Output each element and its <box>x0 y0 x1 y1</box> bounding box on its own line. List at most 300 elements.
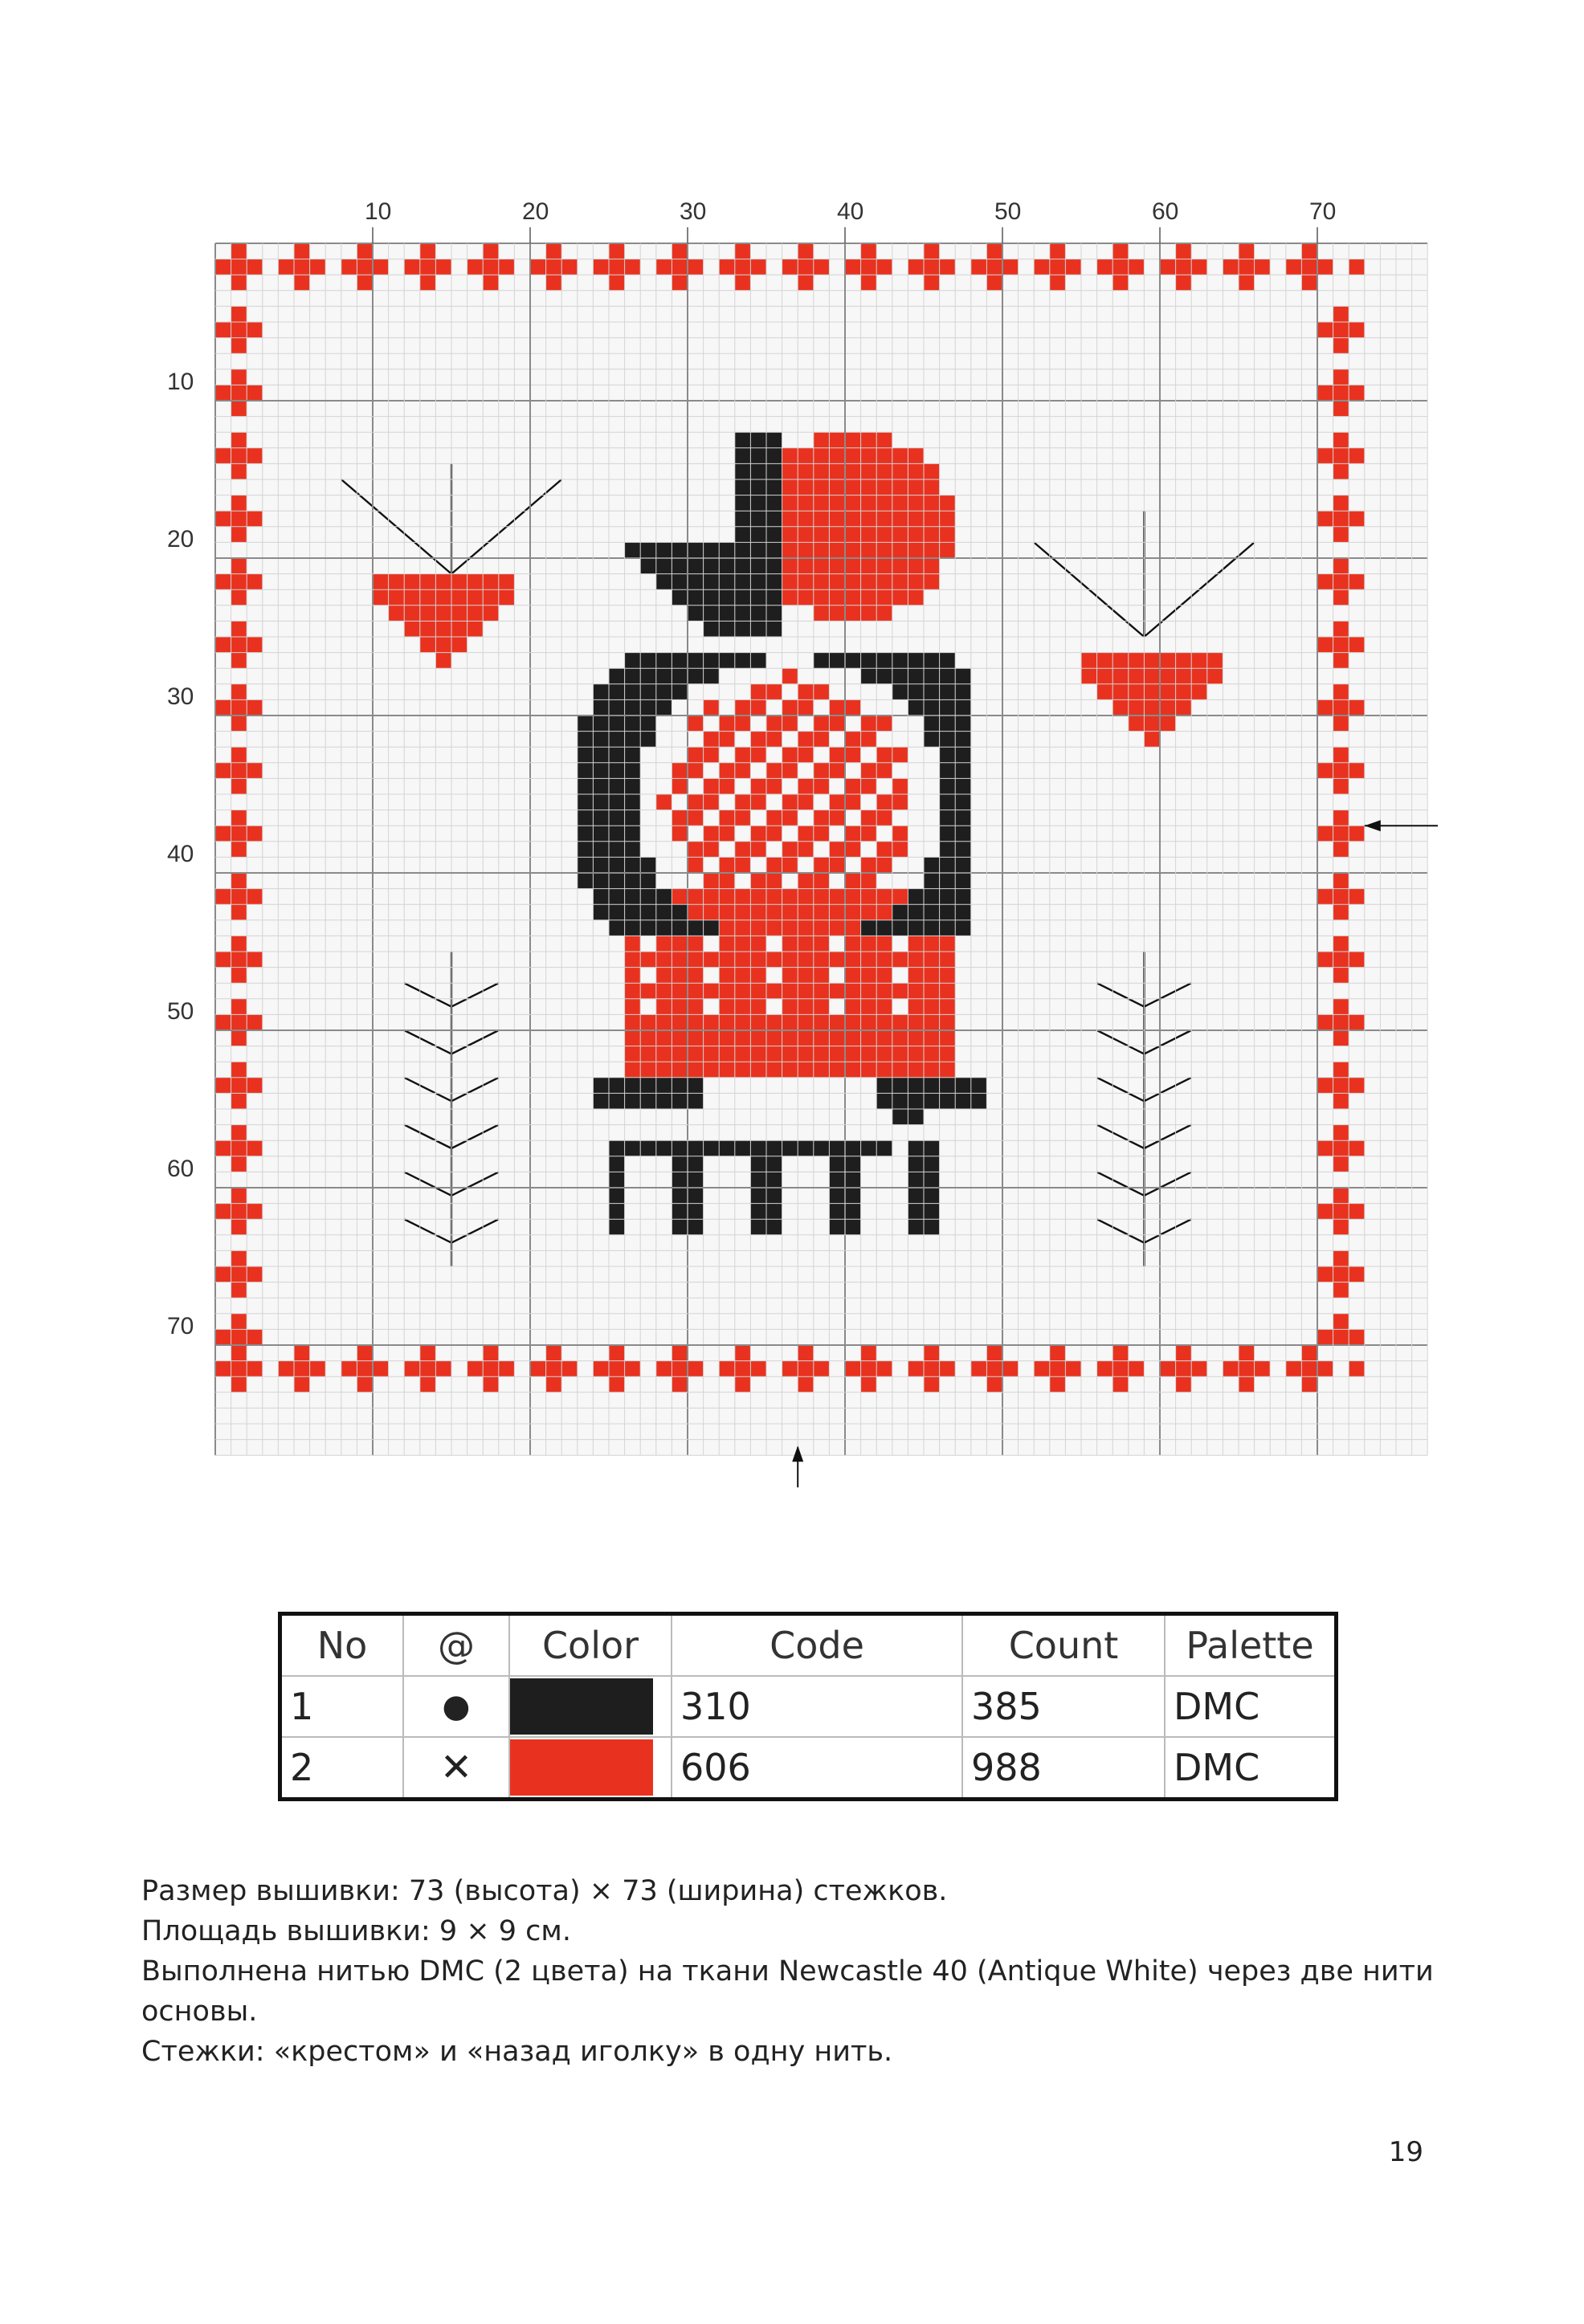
black-stitch <box>892 904 908 920</box>
red-stitch <box>766 716 782 732</box>
black-stitch <box>845 1204 861 1220</box>
black-stitch <box>578 778 594 794</box>
red-stitch <box>247 889 263 905</box>
black-stitch <box>908 668 924 684</box>
red-stitch <box>672 275 688 291</box>
red-stitch <box>798 558 814 574</box>
black-stitch <box>924 668 940 684</box>
red-stitch <box>861 542 877 558</box>
red-stitch <box>908 1361 924 1377</box>
black-stitch <box>735 479 751 495</box>
red-stitch <box>719 983 735 999</box>
red-stitch <box>861 1345 877 1361</box>
red-stitch <box>357 1361 373 1377</box>
black-stitch <box>719 653 735 669</box>
red-stitch <box>609 1376 625 1392</box>
red-stitch <box>231 385 247 401</box>
red-stitch <box>420 275 436 291</box>
red-stitch <box>798 826 814 842</box>
size-line: Размер вышивки: 73 (высота) × 73 (ширина) стежков. <box>141 1875 948 1907</box>
black-stitch <box>593 889 609 905</box>
red-stitch <box>231 1345 247 1361</box>
red-stitch <box>231 1078 247 1094</box>
black-stitch <box>908 1109 924 1125</box>
red-stitch <box>782 904 798 920</box>
red-stitch <box>735 1062 751 1078</box>
red-stitch <box>1239 1345 1255 1361</box>
black-stitch <box>625 542 641 558</box>
red-stitch <box>798 889 814 905</box>
red-stitch <box>861 495 877 512</box>
red-stitch <box>231 904 247 920</box>
red-stitch <box>1333 621 1349 637</box>
red-stitch <box>1349 1078 1365 1094</box>
red-stitch <box>499 574 515 590</box>
black-stitch <box>625 842 641 858</box>
red-stitch <box>876 716 892 732</box>
color-swatch-cell <box>509 1676 672 1737</box>
cross-stitch-chart <box>120 169 1438 1534</box>
black-stitch <box>750 558 766 574</box>
red-stitch <box>1317 952 1333 968</box>
black-stitch <box>766 1156 782 1172</box>
red-stitch <box>798 920 814 936</box>
red-stitch <box>1160 259 1176 275</box>
red-stitch <box>1207 668 1223 684</box>
red-stitch <box>829 920 845 936</box>
red-stitch <box>467 1361 484 1377</box>
red-stitch <box>719 716 735 732</box>
red-stitch <box>924 1062 940 1078</box>
red-stitch <box>420 243 436 259</box>
black-stitch <box>719 542 735 558</box>
red-stitch <box>814 1030 830 1046</box>
red-stitch <box>861 432 877 448</box>
red-stitch <box>1317 511 1333 527</box>
red-stitch <box>1223 1361 1239 1377</box>
black-stitch <box>688 1188 704 1204</box>
red-stitch <box>1349 763 1365 779</box>
red-stitch <box>719 1062 735 1078</box>
black-stitch <box>845 653 861 669</box>
red-stitch <box>231 699 247 716</box>
red-stitch <box>798 699 814 716</box>
red-stitch <box>845 889 861 905</box>
red-stitch <box>231 1030 247 1046</box>
red-stitch <box>735 1345 751 1361</box>
red-stitch <box>814 983 830 999</box>
red-stitch <box>688 1062 704 1078</box>
black-stitch <box>940 794 956 810</box>
red-stitch <box>231 369 247 385</box>
red-stitch <box>704 842 720 858</box>
red-stitch <box>861 968 877 984</box>
red-stitch <box>798 275 814 291</box>
red-stitch <box>704 983 720 999</box>
red-stitch <box>798 778 814 794</box>
red-stitch <box>766 920 782 936</box>
red-stitch <box>829 574 845 590</box>
red-stitch <box>861 479 877 495</box>
red-stitch <box>782 952 798 968</box>
black-stitch <box>609 716 625 732</box>
red-stitch <box>908 1062 924 1078</box>
red-stitch <box>766 763 782 779</box>
black-stitch <box>688 589 704 605</box>
red-stitch <box>750 259 766 275</box>
red-stitch <box>876 999 892 1015</box>
black-stitch <box>640 732 656 748</box>
red-stitch <box>483 275 499 291</box>
black-stitch <box>814 1140 830 1156</box>
black-stitch <box>625 920 641 936</box>
red-stitch <box>845 605 861 622</box>
red-stitch <box>310 259 326 275</box>
red-stitch <box>892 511 908 527</box>
red-stitch <box>1050 243 1066 259</box>
red-stitch <box>499 589 515 605</box>
red-stitch <box>735 857 751 873</box>
black-stitch <box>609 857 625 873</box>
black-stitch <box>876 1140 892 1156</box>
red-stitch <box>876 448 892 464</box>
red-stitch <box>1317 699 1333 716</box>
red-stitch <box>986 243 1002 259</box>
black-stitch <box>750 1219 766 1235</box>
red-stitch <box>672 1046 688 1062</box>
y-tick-label: 10 <box>167 369 194 395</box>
red-stitch <box>924 936 940 952</box>
black-stitch <box>609 778 625 794</box>
red-stitch <box>750 952 766 968</box>
black-stitch <box>955 889 971 905</box>
red-stitch <box>1333 1329 1349 1345</box>
red-stitch <box>247 322 263 338</box>
red-stitch <box>782 920 798 936</box>
red-stitch <box>908 1046 924 1062</box>
red-stitch <box>1333 322 1349 338</box>
red-stitch <box>546 1376 562 1392</box>
red-stitch <box>766 826 782 842</box>
red-stitch <box>986 1376 1002 1392</box>
red-stitch <box>861 1361 877 1377</box>
red-stitch <box>1333 1188 1349 1204</box>
red-stitch <box>735 763 751 779</box>
red-stitch <box>1333 842 1349 858</box>
red-stitch <box>1349 699 1365 716</box>
red-stitch <box>357 259 373 275</box>
red-stitch <box>750 968 766 984</box>
black-stitch <box>766 605 782 622</box>
red-stitch <box>467 589 484 605</box>
black-stitch <box>688 653 704 669</box>
red-stitch <box>215 259 231 275</box>
red-stitch <box>735 842 751 858</box>
black-stitch <box>940 684 956 700</box>
red-stitch <box>231 621 247 637</box>
red-stitch <box>845 558 861 574</box>
red-stitch <box>1333 401 1349 417</box>
black-stitch <box>578 747 594 763</box>
black-stitch <box>908 889 924 905</box>
black-stitch <box>688 1219 704 1235</box>
page-number: 19 <box>1388 2136 1423 2168</box>
black-stitch <box>940 1078 956 1094</box>
red-stitch <box>1112 259 1129 275</box>
red-stitch <box>861 527 877 543</box>
red-stitch <box>1129 259 1145 275</box>
black-stitch <box>924 1156 940 1172</box>
black-stitch <box>640 653 656 669</box>
red-stitch <box>640 1030 656 1046</box>
red-stitch <box>373 589 389 605</box>
black-stitch <box>609 1204 625 1220</box>
embroidery-description <box>141 1871 1459 2072</box>
red-stitch <box>892 842 908 858</box>
black-stitch <box>829 1188 845 1204</box>
red-stitch <box>940 999 956 1015</box>
red-stitch <box>247 1204 263 1220</box>
black-stitch <box>766 1188 782 1204</box>
black-stitch <box>924 857 940 873</box>
black-stitch <box>876 920 892 936</box>
black-stitch <box>688 605 704 622</box>
black-stitch <box>971 1093 987 1109</box>
red-stitch <box>766 1046 782 1062</box>
red-stitch <box>546 259 562 275</box>
red-stitch <box>750 732 766 748</box>
red-stitch <box>467 621 484 637</box>
thread-line: Выполнена нитью DMC (2 цвета) на ткани Newcastle 40 (Antique White) через две нити основы. <box>141 1955 1434 2028</box>
black-stitch <box>735 558 751 574</box>
red-stitch <box>467 259 484 275</box>
red-stitch <box>876 1046 892 1062</box>
black-stitch <box>578 826 594 842</box>
red-stitch <box>940 1361 956 1377</box>
red-stitch <box>1129 668 1145 684</box>
red-stitch <box>861 952 877 968</box>
red-stitch <box>861 999 877 1015</box>
black-stitch <box>578 842 594 858</box>
black-stitch <box>625 716 641 732</box>
red-stitch <box>1176 684 1192 700</box>
red-stitch <box>814 684 830 700</box>
red-stitch <box>688 1361 704 1377</box>
black-stitch <box>609 1093 625 1109</box>
black-stitch <box>766 621 782 637</box>
red-stitch <box>1333 527 1349 543</box>
black-stitch <box>640 1078 656 1094</box>
black-stitch <box>672 1219 688 1235</box>
red-stitch <box>766 810 782 826</box>
red-stitch <box>829 605 845 622</box>
x-tick-label: 60 <box>1152 198 1179 225</box>
black-stitch <box>625 778 641 794</box>
row-count: 385 <box>962 1676 1165 1737</box>
red-stitch <box>814 495 830 512</box>
red-stitch <box>1239 259 1255 275</box>
black-stitch <box>798 1140 814 1156</box>
red-stitch <box>782 1014 798 1030</box>
red-stitch <box>435 605 451 622</box>
red-stitch <box>861 716 877 732</box>
black-stitch <box>766 432 782 448</box>
red-stitch <box>656 1014 672 1030</box>
y-tick-label: 70 <box>167 1313 194 1339</box>
red-stitch <box>908 574 924 590</box>
red-stitch <box>625 968 641 984</box>
red-stitch <box>1333 448 1349 464</box>
black-stitch <box>672 1093 688 1109</box>
red-stitch <box>404 574 420 590</box>
red-stitch <box>389 605 405 622</box>
red-stitch <box>1176 243 1192 259</box>
red-stitch <box>798 259 814 275</box>
red-stitch <box>609 1361 625 1377</box>
red-stitch <box>1034 1361 1050 1377</box>
red-stitch <box>231 322 247 338</box>
y-tick-label: 30 <box>167 683 194 710</box>
red-stitch <box>719 1361 735 1377</box>
red-stitch <box>750 920 766 936</box>
black-stitch <box>892 1109 908 1125</box>
red-stitch <box>373 1361 389 1377</box>
red-stitch <box>845 511 861 527</box>
red-stitch <box>672 952 688 968</box>
red-stitch <box>845 699 861 716</box>
black-stitch <box>829 1140 845 1156</box>
red-stitch <box>719 920 735 936</box>
red-stitch <box>435 589 451 605</box>
black-stitch <box>609 747 625 763</box>
red-stitch <box>688 1030 704 1046</box>
black-stitch <box>908 1172 924 1188</box>
red-stitch <box>829 479 845 495</box>
red-stitch <box>861 1046 877 1062</box>
red-stitch <box>719 1030 735 1046</box>
red-stitch <box>1144 668 1160 684</box>
red-stitch <box>766 983 782 999</box>
black-stitch <box>861 920 877 936</box>
x-tick-label: 70 <box>1309 198 1337 225</box>
red-stitch <box>704 889 720 905</box>
red-stitch <box>861 243 877 259</box>
red-stitch <box>215 699 231 716</box>
black-stitch <box>609 1140 625 1156</box>
red-stitch <box>908 479 924 495</box>
red-stitch <box>924 1376 940 1392</box>
row-no: 2 <box>280 1737 404 1800</box>
red-stitch <box>231 495 247 512</box>
red-stitch <box>908 999 924 1015</box>
red-stitch <box>782 810 798 826</box>
red-stitch <box>782 936 798 952</box>
red-stitch <box>231 558 247 574</box>
black-stitch <box>578 857 594 873</box>
red-stitch <box>845 479 861 495</box>
black-stitch <box>829 653 845 669</box>
black-stitch <box>656 889 672 905</box>
red-stitch <box>845 999 861 1015</box>
red-stitch <box>986 1361 1002 1377</box>
black-stitch <box>593 699 609 716</box>
red-stitch <box>435 574 451 590</box>
black-stitch <box>656 699 672 716</box>
red-stitch <box>861 574 877 590</box>
red-stitch <box>735 952 751 968</box>
red-stitch <box>688 999 704 1015</box>
red-stitch <box>672 968 688 984</box>
red-stitch <box>1317 1014 1333 1030</box>
black-stitch <box>656 542 672 558</box>
red-stitch <box>704 873 720 889</box>
red-stitch <box>845 1361 861 1377</box>
red-stitch <box>798 574 814 590</box>
red-stitch <box>1317 448 1333 464</box>
red-stitch <box>1349 1140 1365 1156</box>
black-stitch <box>656 1078 672 1094</box>
red-stitch <box>247 1361 263 1377</box>
red-stitch <box>876 527 892 543</box>
red-stitch <box>814 778 830 794</box>
red-stitch <box>845 983 861 999</box>
red-stitch <box>876 495 892 512</box>
red-stitch <box>735 1376 751 1392</box>
red-stitch <box>1333 637 1349 653</box>
red-stitch <box>719 826 735 842</box>
black-stitch <box>640 920 656 936</box>
red-stitch <box>451 637 467 653</box>
black-stitch <box>640 542 656 558</box>
red-stitch <box>861 778 877 794</box>
red-stitch <box>215 1204 231 1220</box>
red-stitch <box>798 842 814 858</box>
red-stitch <box>782 983 798 999</box>
red-stitch <box>814 968 830 984</box>
red-stitch <box>1317 1329 1333 1345</box>
red-stitch <box>814 889 830 905</box>
red-stitch <box>704 952 720 968</box>
red-stitch <box>876 511 892 527</box>
red-stitch <box>798 747 814 763</box>
red-stitch <box>782 747 798 763</box>
header-no: No <box>280 1614 404 1677</box>
red-stitch <box>1050 1361 1066 1377</box>
red-stitch <box>1065 259 1081 275</box>
red-stitch <box>435 637 451 653</box>
red-stitch <box>892 589 908 605</box>
red-stitch <box>924 1014 940 1030</box>
red-stitch <box>1333 574 1349 590</box>
black-stitch <box>672 1140 688 1156</box>
red-stitch <box>845 448 861 464</box>
black-stitch <box>640 857 656 873</box>
black-stitch <box>924 716 940 732</box>
black-stitch <box>940 904 956 920</box>
black-stitch <box>609 794 625 810</box>
red-stitch <box>1333 1030 1349 1046</box>
red-stitch <box>798 952 814 968</box>
black-stitch <box>750 605 766 622</box>
grid-background <box>215 243 1427 1455</box>
black-stitch <box>750 1156 766 1172</box>
red-stitch <box>231 432 247 448</box>
red-stitch <box>798 243 814 259</box>
red-stitch <box>1191 1361 1207 1377</box>
red-stitch <box>231 574 247 590</box>
red-stitch <box>782 479 798 495</box>
red-stitch <box>735 243 751 259</box>
